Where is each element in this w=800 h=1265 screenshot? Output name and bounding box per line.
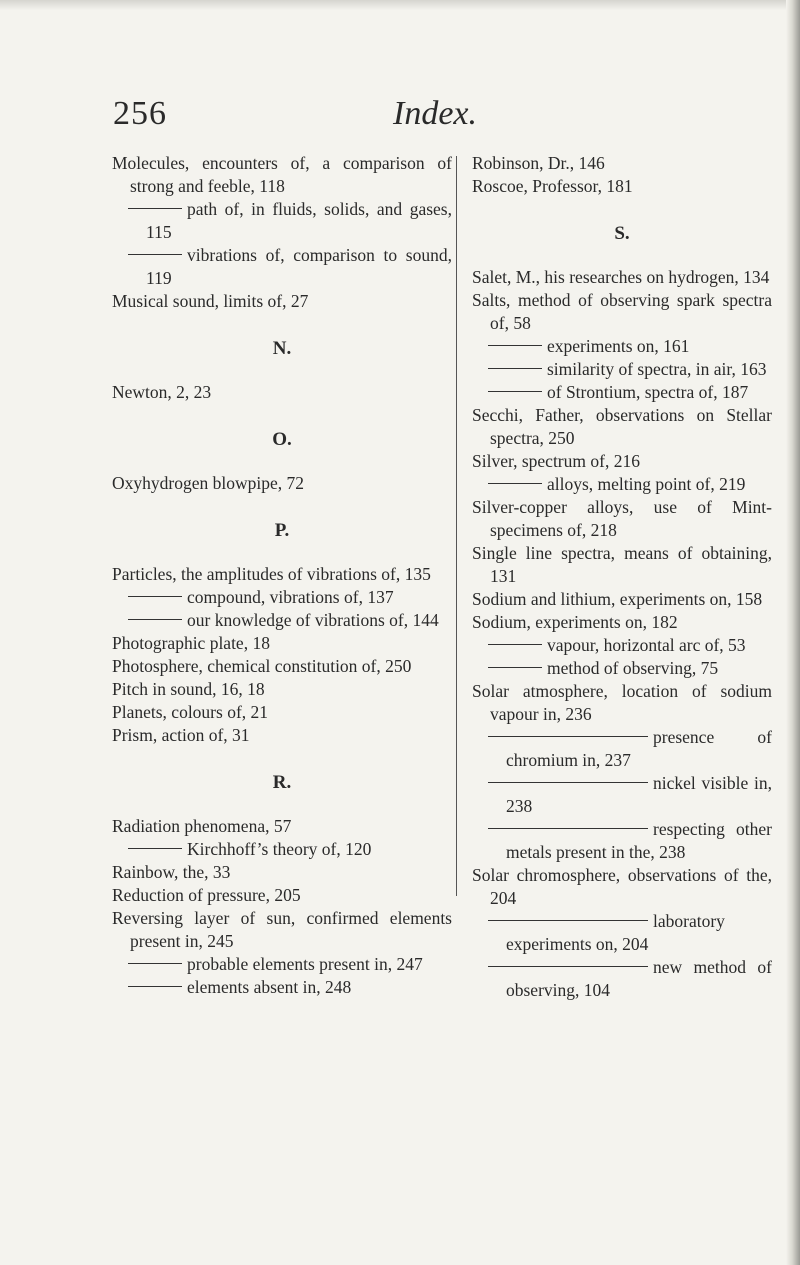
index-subentry: Kirchhoff’s theory of, 120 bbox=[112, 838, 452, 861]
index-entry: Sodium, experiments on, 182 bbox=[472, 612, 678, 632]
index-entry: Secchi, Father, observations on Stellar spectra, 250 bbox=[472, 405, 772, 448]
page-top-shadow bbox=[0, 0, 800, 10]
index-subentry: experiments on, 161 bbox=[472, 335, 772, 358]
index-entry: Robinson, Dr., 146 bbox=[472, 153, 605, 173]
index-entry: Solar atmosphere, location of sodium vapour in, 236 bbox=[472, 681, 772, 724]
section-letter-r: R. bbox=[272, 772, 292, 793]
ditto-dash bbox=[488, 920, 648, 921]
index-entry: Particles, the amplitudes of vibrations of, 135 bbox=[112, 564, 431, 584]
index-entry: Pitch in sound, 16, 18 bbox=[112, 679, 265, 699]
index-entry: Photosphere, chemical constitution of, 250 bbox=[112, 656, 412, 676]
index-entry: Sodium and lithium, experiments on, 158 bbox=[472, 589, 763, 609]
index-subentry: new method of observing, 104 bbox=[472, 956, 772, 1002]
ditto-dash bbox=[488, 736, 648, 737]
index-subentry: compound, vibrations of, 137 bbox=[112, 586, 452, 609]
ditto-dash bbox=[488, 391, 542, 392]
ditto-dash bbox=[488, 483, 542, 484]
index-entry: Planets, colours of, 21 bbox=[112, 702, 269, 722]
page-number: 256 bbox=[113, 95, 167, 132]
index-subentry: laboratory experiments on, 204 bbox=[472, 910, 772, 956]
ditto-dash bbox=[128, 208, 182, 209]
index-column-left bbox=[112, 152, 452, 999]
ditto-dash bbox=[128, 254, 182, 255]
index-entry: Prism, action of, 31 bbox=[112, 725, 250, 745]
ditto-dash bbox=[488, 782, 648, 783]
ditto-dash bbox=[488, 368, 542, 369]
index-entry: Single line spectra, means of obtaining, 131 bbox=[472, 543, 772, 586]
ditto-dash bbox=[488, 345, 542, 346]
index-entry: Salts, method of observing spark spectra of, 58 bbox=[472, 290, 772, 333]
index-subentry: presence of chromium in, 237 bbox=[472, 726, 772, 772]
ditto-dash bbox=[488, 667, 542, 668]
index-entry: Roscoe, Professor, 181 bbox=[472, 176, 633, 196]
index-subentry: respecting other metals present in the, 238 bbox=[472, 818, 772, 864]
index-subentry: alloys, melting point of, 219 bbox=[472, 473, 772, 496]
column-divider bbox=[456, 156, 457, 896]
index-entry: Photographic plate, 18 bbox=[112, 633, 270, 653]
index-subentry: probable elements present in, 247 bbox=[112, 953, 452, 976]
ditto-dash bbox=[488, 828, 648, 829]
ditto-dash bbox=[128, 596, 182, 597]
index-entry: Solar chromosphere, observations of the, 204 bbox=[472, 865, 772, 908]
section-letter-n: N. bbox=[272, 338, 292, 359]
index-entry: Newton, 2, 23 bbox=[112, 382, 212, 402]
index-subentry: of Strontium, spectra of, 187 bbox=[472, 381, 772, 404]
index-subentry: nickel visible in, 238 bbox=[472, 772, 772, 818]
index-entry: Reduction of pressure, 205 bbox=[112, 885, 301, 905]
index-entry: Oxyhydrogen blowpipe, 72 bbox=[112, 473, 304, 493]
section-letter-s: S. bbox=[614, 223, 630, 244]
index-subentry: elements absent in, 248 bbox=[112, 976, 452, 999]
index-entry: Silver-copper alloys, use of Mint-specimens of, 218 bbox=[472, 497, 772, 540]
index-entry: Musical sound, limits of, 27 bbox=[112, 291, 309, 311]
index-subentry: path of, in fluids, solids, and gases, 115 bbox=[112, 198, 452, 244]
ditto-dash bbox=[488, 966, 648, 967]
running-title: Index. bbox=[393, 95, 478, 132]
index-entry: Silver, spectrum of, 216 bbox=[472, 451, 640, 471]
index-subentry: similarity of spectra, in air, 163 bbox=[472, 358, 772, 381]
index-entry: Radiation phenomena, 57 bbox=[112, 816, 292, 836]
index-subentry: method of observing, 75 bbox=[472, 657, 772, 680]
index-entry: Rainbow, the, 33 bbox=[112, 862, 231, 882]
index-subentry: vapour, horizontal arc of, 53 bbox=[472, 634, 772, 657]
ditto-dash bbox=[128, 963, 182, 964]
index-entry: Reversing layer of sun, confirmed elements present in, 245 bbox=[112, 908, 452, 951]
index-subentry: our knowledge of vibrations of, 144 bbox=[112, 609, 452, 632]
section-letter-o: O. bbox=[272, 429, 292, 450]
ditto-dash bbox=[128, 848, 182, 849]
index-column-right bbox=[472, 152, 772, 1002]
index-subentry: vibrations of, comparison to sound, 119 bbox=[112, 244, 452, 290]
section-letter-p: P. bbox=[274, 520, 290, 541]
index-entry: Salet, M., his researches on hydrogen, 134 bbox=[472, 267, 770, 287]
page-edge-shadow bbox=[786, 0, 800, 1265]
ditto-dash bbox=[128, 986, 182, 987]
index-entry: Molecules, encounters of, a comparison of strong and feeble, 118 bbox=[112, 153, 452, 196]
ditto-dash bbox=[128, 619, 182, 620]
ditto-dash bbox=[488, 644, 542, 645]
